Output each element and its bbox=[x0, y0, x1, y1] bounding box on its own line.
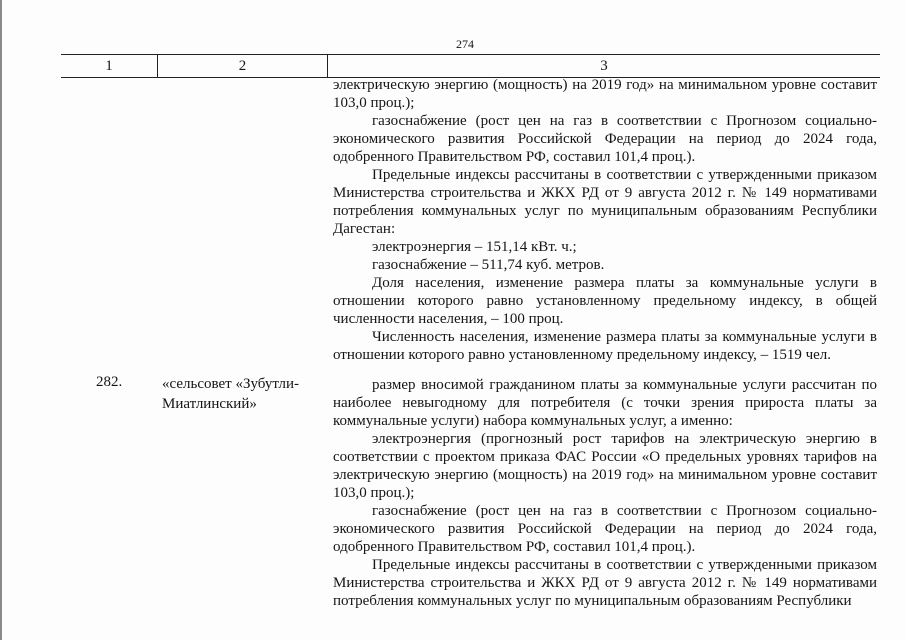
paragraph: размер вносимой гражданином платы за коммунальные услуги рассчитан по наиболее невыгодному для потребителя (с точки зрения прироста платы за коммунальные услуги) набора коммунальных услуг, а именно: bbox=[333, 377, 877, 429]
row-282-content bbox=[333, 376, 877, 610]
municipality-name-line: «сельсовет «Зубутли- bbox=[162, 376, 300, 392]
page-edge bbox=[0, 0, 2, 640]
paragraph: газоснабжение – 511,74 куб. метров. bbox=[372, 257, 605, 273]
paragraph: газоснабжение (рост цен на газ в соответствии с Прогнозом социально-экономического развития Российской Федерации на период до 2024 года, одобренного Правительством РФ, составил 101,4 проц.). bbox=[333, 503, 877, 555]
table-header bbox=[61, 54, 880, 78]
row-number: 282. bbox=[96, 374, 123, 390]
column-header-3: 3 bbox=[327, 55, 880, 77]
municipality-name-line: Миатлинский» bbox=[162, 396, 257, 412]
paragraph: электроэнергия (прогнозный рост тарифов на электрическую энергию в соответствии с проектом приказа ФАС России «О предельных уровнях тарифов на электрическую энергию (мощность) на 2019 год» на минимальном уровне составит 103,0 проц.); bbox=[333, 431, 877, 501]
continued-row-content bbox=[333, 76, 877, 364]
paragraph: электрическую энергию (мощность) на 2019 год» на минимальном уровне составит 103,0 проц.); bbox=[333, 77, 877, 111]
municipality-name bbox=[162, 374, 299, 414]
paragraph: Численность населения, изменение размера платы за коммунальные услуги в отношении которого равно установленному предельному индексу, – 1519 чел. bbox=[333, 329, 877, 363]
paragraph: Доля населения, изменение размера платы за коммунальные услуги в отношении которого равно установленному предельному индексу, в общей численности населения, – 100 проц. bbox=[333, 275, 877, 327]
page-number: 274 bbox=[456, 37, 474, 51]
column-header-2: 2 bbox=[157, 55, 327, 77]
paragraph: газоснабжение (рост цен на газ в соответствии с Прогнозом социально-экономического развития Российской Федерации на период до 2024 года, одобренного Правительством РФ, составил 101,4 проц.). bbox=[333, 113, 877, 165]
paragraph: Предельные индексы рассчитаны в соответствии с утвержденными приказом Министерства строительства и ЖКХ РД от 9 августа 2012 г. № 149 нормативами потребления коммунальных услуг по муниципальным образованиям Республики Дагестан: bbox=[333, 167, 877, 237]
paragraph: электроэнергия – 151,14 кВт. ч.; bbox=[372, 239, 577, 255]
column-header-1: 1 bbox=[105, 57, 113, 74]
paragraph: Предельные индексы рассчитаны в соответствии с утвержденными приказом Министерства строительства и ЖКХ РД от 9 августа 2012 г. № 149 нормативами потребления коммунальных услуг по муниципальным образованиям Республики bbox=[333, 557, 877, 609]
